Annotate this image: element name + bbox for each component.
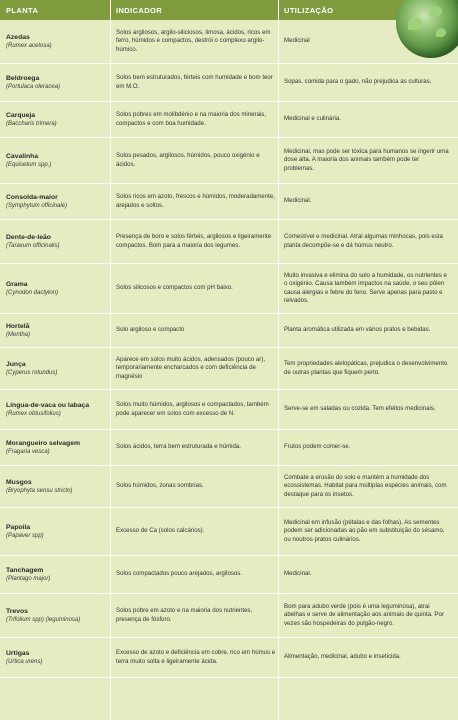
- plant-scientific-name: (Bryophyta sensu stricto): [6, 488, 73, 494]
- indicator-cell: [116, 20, 276, 63]
- table-row: [0, 390, 458, 430]
- use-text: Frutos podem comer-se.: [284, 443, 351, 451]
- plant-name: Trevos: [6, 608, 28, 615]
- table-row: [0, 184, 458, 220]
- plant-name: Tanchagem: [6, 567, 44, 574]
- use-text: Medicinal e culinária.: [284, 115, 341, 123]
- indicator-cell: [116, 594, 276, 637]
- plant-cell: [6, 348, 106, 389]
- plant-scientific-name: (Symphytum officinale): [6, 203, 68, 209]
- plant-cell: [6, 184, 106, 219]
- plant-cell: [6, 20, 106, 63]
- use-text: Alimentação, medicinal, adubo e inseticida.: [284, 653, 401, 661]
- table-row: [0, 556, 458, 594]
- plant-scientific-name: (Cynodon dactylon): [6, 290, 59, 296]
- plant-scientific-name: (Urtica urens): [6, 659, 43, 665]
- use-cell: [284, 430, 450, 465]
- use-text: Serve-se em saladas ou cozida. Tem efeitos medicinais.: [284, 405, 436, 413]
- indicator-cell: [116, 138, 276, 183]
- header-planta: PLANTA: [6, 6, 39, 15]
- indicator-text: Excesso de azoto e deficiência em cobre, rico em húmus e terra muito solta e ligeiramente ácida.: [116, 649, 276, 665]
- indicator-cell: [116, 556, 276, 593]
- table-row: [0, 508, 458, 556]
- use-cell: [284, 20, 450, 63]
- indicator-text: Solo argiloso e compacto: [116, 326, 185, 334]
- indicator-text: Solos silicosos e compactos com pH baixo.: [116, 284, 233, 292]
- table-row: [0, 638, 458, 678]
- indicator-text: Solos ricos em azoto, frescos e húmidos, moderadamente, arejados e soltos.: [116, 193, 275, 209]
- column-divider: [278, 0, 279, 720]
- plant-name: Consolda-maior: [6, 194, 58, 201]
- plant-name: Carqueja: [6, 112, 36, 119]
- use-cell: [284, 638, 450, 677]
- plant-name: Cavalinha: [6, 153, 39, 160]
- use-text: Bom para adubo verde (pois é uma leguminosa), atrai abelhas e serve de alimentação aos animais de quinta. Por vezes são hospedeiras do pulgão-negro.: [284, 602, 444, 627]
- plant-cell: [6, 390, 106, 429]
- plant-name: Urtigas: [6, 650, 30, 657]
- plant-scientific-name: (Cyperus rotundus): [6, 370, 58, 376]
- use-text: Medicinal em infusão (pétalas e das folhas). As sementes podem ser adicionadas ao pão em substituição do sésamo, ou noutros pratos culinários.: [284, 518, 445, 543]
- table-row: [0, 264, 458, 314]
- plant-scientific-name: (Mentha): [6, 332, 31, 338]
- use-text: Comestível e medicinal. Atrai algumas minhocas, pois esta planta decompõe-se e dá húmus neutro.: [284, 233, 443, 249]
- plant-name: Azedas: [6, 34, 30, 41]
- indicator-cell: [116, 508, 276, 555]
- plant-name: Papoila: [6, 524, 31, 531]
- plant-name: Beldroega: [6, 75, 40, 82]
- plant-scientific-name: (Rumex obtusifolius): [6, 411, 61, 417]
- plant-cell: [6, 264, 106, 313]
- indicator-cell: [116, 638, 276, 677]
- plant-scientific-name: (Trifolium spp) (leguminosa): [6, 617, 81, 623]
- use-cell: [284, 348, 450, 389]
- table-row: [0, 466, 458, 508]
- plant-cell: [6, 508, 106, 555]
- indicator-cell: [116, 184, 276, 219]
- indicator-text: Solos ácidos, terra bem estruturada e húmida.: [116, 443, 241, 451]
- indicator-text: Solos compactados pouco arejados, argilosos.: [116, 570, 243, 578]
- indicator-text: Solos muito húmidos, argilosos e compactados, também pode aparecer em solos com excesso de N.: [116, 401, 269, 417]
- indicator-cell: [116, 264, 276, 313]
- plant-scientific-name: (Fragaria vesca): [6, 449, 50, 455]
- plant-cell: [6, 138, 106, 183]
- use-cell: [284, 64, 450, 101]
- table-row: [0, 20, 458, 64]
- plant-name: Grama: [6, 281, 28, 288]
- plant-scientific-name: (Baccharis trimera): [6, 121, 57, 127]
- plant-cell: [6, 466, 106, 507]
- table-row: [0, 314, 458, 348]
- indicator-cell: [116, 348, 276, 389]
- use-cell: [284, 466, 450, 507]
- table-row: [0, 348, 458, 390]
- plants-table: [0, 20, 458, 678]
- plant-cell: [6, 64, 106, 101]
- header-utilizacao: UTILIZAÇÃO: [284, 6, 334, 15]
- use-cell: [284, 508, 450, 555]
- plant-scientific-name: (Papaver spp): [6, 533, 44, 539]
- plant-scientific-name: (Taraxum officinalis): [6, 243, 60, 249]
- indicator-cell: [116, 220, 276, 263]
- use-cell: [284, 556, 450, 593]
- table-row: [0, 220, 458, 264]
- use-text: Medicinal: [284, 37, 310, 45]
- plant-cell: [6, 638, 106, 677]
- use-text: Medicinal, mas pode ser tóxica para humanos se ingerir uma dose alta. A maioria dos animais também pode ter problemas.: [284, 147, 449, 172]
- header-indicador: INDICADOR: [116, 6, 163, 15]
- table-row: [0, 64, 458, 102]
- indicator-text: Solos pobre em azoto e na maioria dos nutrientes, presença de fósforo.: [116, 607, 253, 623]
- table-row: [0, 102, 458, 138]
- plant-name: Junça: [6, 361, 26, 368]
- plant-cell: [6, 594, 106, 637]
- indicator-text: Aparece em solos muito ácidos, adensados (pouco ar), temporariamente encharcados e com deficiência de magnésio: [116, 355, 266, 380]
- plant-name: Língua-de-vaca ou labaça: [6, 402, 90, 409]
- use-text: Planta aromática utilizada em vários pratos e bebidas.: [284, 326, 431, 334]
- use-cell: [284, 594, 450, 637]
- plant-scientific-name: (Equisetum spp.): [6, 162, 52, 168]
- plant-scientific-name: (Rumex acetosa): [6, 43, 52, 49]
- plant-cell: [6, 430, 106, 465]
- indicator-cell: [116, 314, 276, 347]
- use-text: Sopas, comida para o gado, não prejudica as culturas.: [284, 78, 432, 86]
- plant-name: Musgos: [6, 479, 32, 486]
- table-row: [0, 594, 458, 638]
- indicator-cell: [116, 430, 276, 465]
- use-text: Muito invasiva e elimina do solo a humidade, os nutrientes e o oxigénio. Causa também impactos na saúde, o seu pólen causa alergias e febre do feno. Serve apenas para pasto e relvados.: [284, 271, 447, 304]
- plant-cell: [6, 314, 106, 347]
- indicator-text: Solos pobres em molibdénio e na maioria dos minerais, compactos e com boa humidade.: [116, 111, 267, 127]
- column-divider: [110, 0, 111, 720]
- use-text: Medicinal.: [284, 570, 312, 578]
- table-header: [0, 0, 458, 20]
- table-row: [0, 430, 458, 466]
- plant-scientific-name: (Portulaca oleracea): [6, 84, 61, 90]
- use-text: Medicinal.: [284, 197, 312, 205]
- indicator-cell: [116, 390, 276, 429]
- plant-cell: [6, 556, 106, 593]
- indicator-cell: [116, 466, 276, 507]
- indicator-text: Excesso de Ca (solos calcários).: [116, 527, 205, 535]
- use-text: Tem propriedades alelopáticas, prejudica o desenvolvimento de outras plantas que fiquem perto.: [284, 360, 448, 376]
- plant-name: Dente-de-leão: [6, 234, 51, 241]
- use-cell: [284, 314, 450, 347]
- indicator-text: Solos pesados, argilosos, húmidos, pouco oxigénio e ácidos.: [116, 152, 260, 168]
- use-cell: [284, 264, 450, 313]
- plant-scientific-name: (Plantago major): [6, 576, 51, 582]
- indicator-cell: [116, 64, 276, 101]
- plant-name: Hortelã: [6, 323, 30, 330]
- plant-name: Morangueiro selvagem: [6, 440, 81, 447]
- indicator-text: Presença de boro e solos férteis, argilosos e ligeiramente compactos. Bom para a maioria dos legumes.: [116, 233, 272, 249]
- use-cell: [284, 390, 450, 429]
- plant-cell: [6, 220, 106, 263]
- use-text: Combate a erosão do solo e mantém a humidade dos ecossistemas. Habitat para múltiplas espécies animais, com destaque para os insetos.: [284, 473, 447, 498]
- plant-cell: [6, 102, 106, 137]
- use-cell: [284, 220, 450, 263]
- use-cell: [284, 102, 450, 137]
- indicator-cell: [116, 102, 276, 137]
- use-cell: [284, 184, 450, 219]
- indicator-text: Solos bem estruturados, férteis com humidade e bom teor em M.O.: [116, 74, 273, 90]
- indicator-text: Solos argilosos, argilo-siliciosos, limosa, ácidos, ricos em ferro, húmidos e compactos, destrói o complexo argilo-húmico.: [116, 28, 271, 53]
- table-row: [0, 138, 458, 184]
- use-cell: [284, 138, 450, 183]
- indicator-text: Solos húmidos, zonas sombrias.: [116, 482, 204, 490]
